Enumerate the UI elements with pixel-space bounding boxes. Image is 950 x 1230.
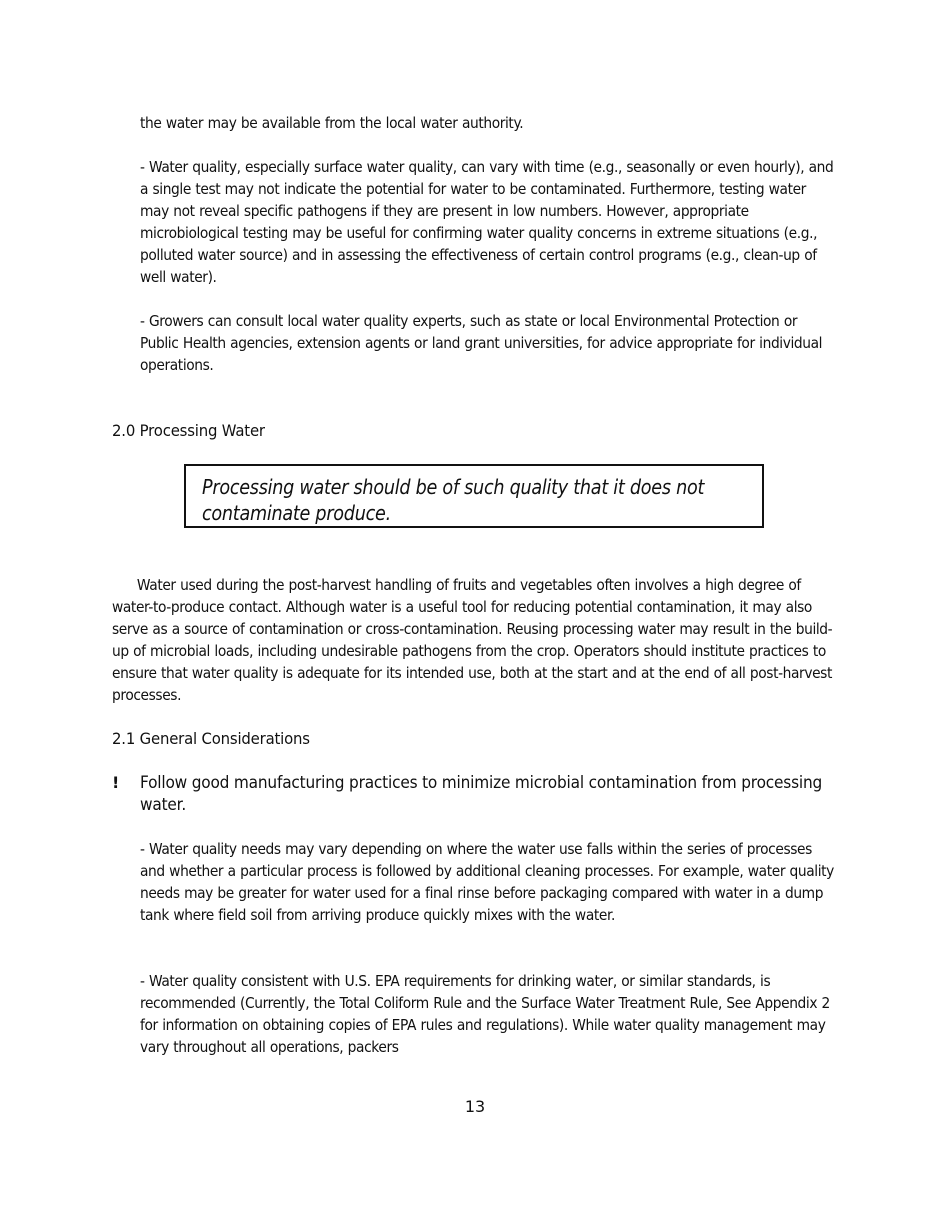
paragraph-water-authority: the water may be available from the local water authority. <box>140 114 524 132</box>
paragraph-post-harvest-water: Water used during the post-harvest handling of fruits and vegetables often involves a high degree of water-to-produce contact. Although water is a useful tool for reducing potential contamination, it may also serve as a source of contamination or cross-contamination. Reusing processing water may result in the build-up of microbial loads, including undesirable pathogens from the crop. Operators should institute practices to ensure that water quality is adequate for its intended use, both at the start and at the end of all post-harvest processes. <box>112 576 833 704</box>
page-number: 13 <box>464 1097 486 1116</box>
paragraph-epa-requirements: - Water quality consistent with U.S. EPA requirements for drinking water, or similar standards, is recommended (Currently, the Total Coliform Rule and the Surface Water Treatment Rule, See Appendix 2 for information on obtaining copies of EPA rules and regulations). While water quality management may vary throughout all operations, packers <box>140 972 830 1056</box>
paragraph-quality-needs: - Water quality needs may vary depending on where the water use falls within the series of processes and whether a particular process is followed by additional cleaning processes. For example, water quality needs may be greater for water used for a final rinse before packaging compared with water in a dump tank where field soil from arriving produce quickly mixes with the water. <box>140 840 834 924</box>
bullet-marker: ! <box>112 773 120 792</box>
callout-box <box>184 464 764 528</box>
section-heading-general-considerations: 2.1 General Considerations <box>112 729 310 748</box>
section-heading-processing-water: 2.0 Processing Water <box>112 421 265 440</box>
paragraph-consult-experts: - Growers can consult local water quality experts, such as state or local Environmental Protection or Public Health agencies, extension agents or land grant universities, for advice appropriate for individual operations. <box>140 312 823 374</box>
callout-text: Processing water should be of such quality that it does not contaminate produce. <box>202 475 705 525</box>
bullet-text: Follow good manufacturing practices to minimize microbial contamination from processing water. <box>140 773 823 814</box>
paragraph-water-quality-variation: - Water quality, especially surface water quality, can vary with time (e.g., seasonally or even hourly), and a single test may not indicate the potential for water to be contaminated. Furthermore, testing water may not reveal specific pathogens if they are present in low numbers. However, appropriate microbiological testing may be useful for confirming water quality concerns in extreme situations (e.g., polluted water source) and in assessing the effectiveness of certain control programs (e.g., clean-up of well water). <box>140 158 834 286</box>
